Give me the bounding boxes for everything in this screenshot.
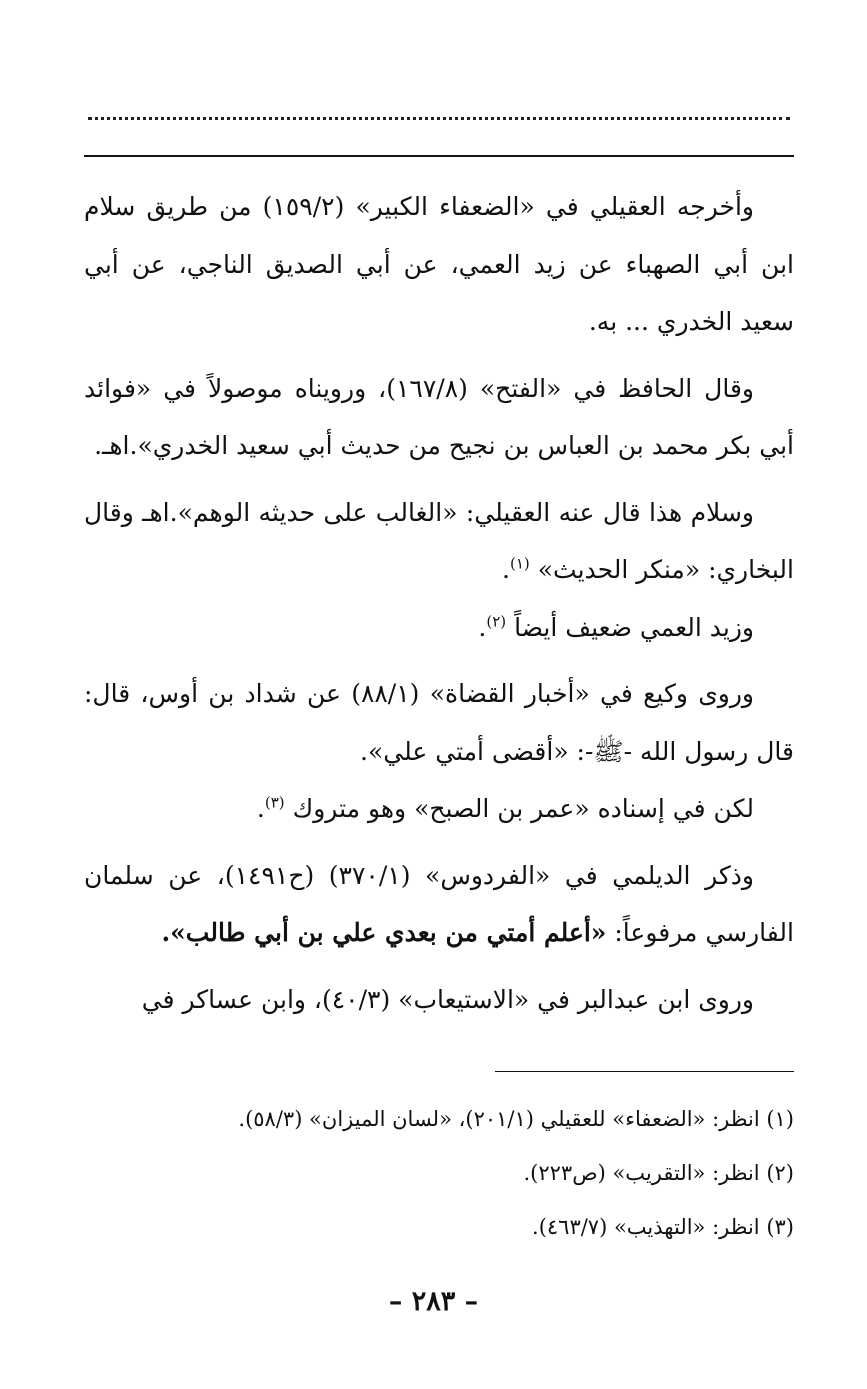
main-text: [84, 178, 794, 1037]
paragraph-isnad: [84, 780, 794, 838]
paragraph-daylami: [84, 847, 794, 962]
period: .: [478, 612, 487, 642]
paragraph-aqili: [84, 178, 794, 351]
paragraph-text: وذكر الديلمي في «الفردوس» (٣٧٠/١) (ح١٤٩١)، عن سلمان الفارسي مرفوعاً:: [84, 860, 794, 947]
paragraph-text: وسلام هذا قال عنه العقيلي: «الغالب على حديثه الوهم».اهـ وقال البخاري: «منكر الحديث»: [84, 497, 794, 584]
paragraph-ibn-abdilbarr: [84, 971, 794, 1029]
paragraph-text: وقال الحافظ في «الفتح» (١٦٧/٨)، ورويناه موصولاً في «فوائد أبي بكر محمد بن العباس بن نجيح من حديث أبي سعيد الخدري».اهـ.: [84, 373, 794, 460]
footnote-mark-3: (٣): [264, 793, 285, 812]
footnote-mark-2: (٢): [486, 612, 507, 631]
paragraph-text: وأخرجه العقيلي في «الضعفاء الكبير» (١٥٩/٢) من طريق سلام ابن أبي الصهباء عن زيد العمي، عن أبي الصديق الناجي، عن أبي سعيد الخدري ... به.: [84, 192, 794, 336]
period: .: [502, 555, 510, 584]
footnote-3: (٣) انظر: «التهذيب» (٤٦٣/٧).: [532, 1215, 794, 1239]
page-number: – ٢٨٣ –: [388, 1286, 479, 1317]
period: .: [256, 794, 265, 823]
paragraph-zaid: [84, 599, 794, 657]
bold-hadith-quote: «أعلم أمتي من بعدي علي بن أبي طالب».: [161, 918, 607, 947]
paragraph-hafiz: [84, 360, 794, 475]
paragraph-waki: [84, 665, 794, 780]
footnote-1: (١) انظر: «الضعفاء» للعقيلي (٢٠١/١)، «لسان الميزان» (٥٨/٣).: [238, 1107, 794, 1131]
footnote-2: (٢) انظر: «التقريب» (ص٢٢٣).: [523, 1161, 794, 1185]
dotted-separator: [88, 117, 790, 120]
header-rule: [84, 155, 794, 157]
paragraph-text: وروى ابن عبدالبر في «الاستيعاب» (٤٠/٣)، وابن عساكر في: [141, 984, 754, 1014]
paragraph-text: وزيد العمي ضعيف أيضاً: [514, 612, 754, 642]
paragraph-sallam: [84, 484, 794, 599]
footnote-rule: [495, 1071, 794, 1072]
paragraph-text: وروى وكيع في «أخبار القضاة» (٨٨/١) عن شداد بن أوس، قال: قال رسول الله -ﷺ-: «أقضى أمتي علي».: [84, 679, 794, 766]
footnote-mark-1: (١): [509, 554, 530, 573]
paragraph-text: لكن في إسناده «عمر بن الصبح» وهو متروك: [292, 794, 754, 823]
footnotes: [84, 1092, 794, 1254]
